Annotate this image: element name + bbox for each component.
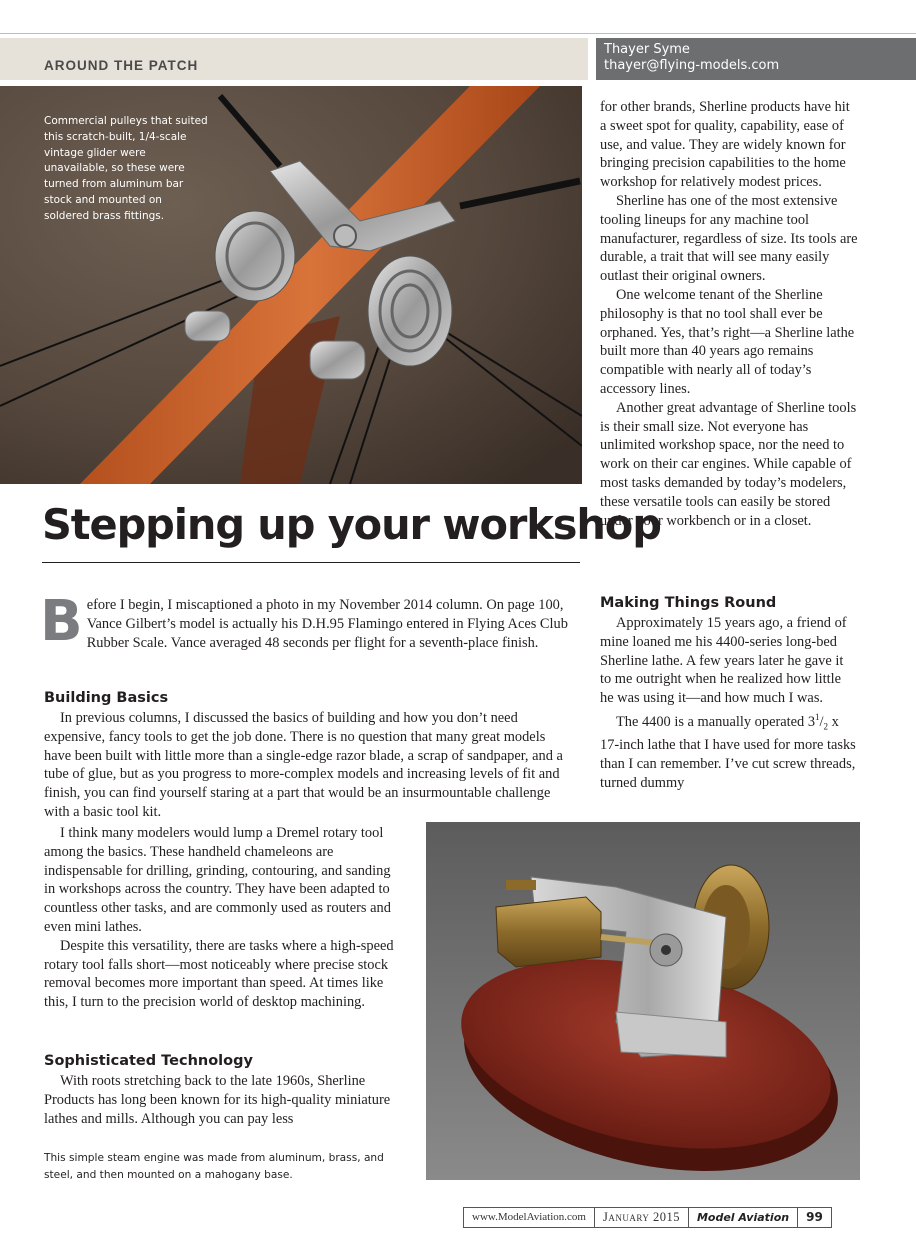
page-number: 99 <box>797 1208 831 1227</box>
author-block <box>596 38 916 80</box>
fraction-numerator: 1 <box>815 711 820 722</box>
intro-text: efore I begin, I miscaptioned a photo in my November 2014 column. On page 100, Vance Gilbert’s model is actually his D.H.95 Flamingo entered in Flying Aces Club Rubber Scale. Vance averaged 48 seconds per flight for a seventh-place finish. <box>86 597 568 651</box>
round-p2: The 4400 is a manually operated $3^1/_2$ x 17-inch lathe that I have used for more tasks than I can remember. I’ve cut screw threads, turned dummy <box>600 711 856 792</box>
intro-paragraph <box>40 589 572 654</box>
right-column-block <box>600 98 858 530</box>
steam-engine-caption: This simple steam engine was made from aluminum, brass, and steel, and then mounted on a mahogany base. <box>44 1152 384 1181</box>
round-p2-num: 3 <box>807 713 816 730</box>
making-things-round-heading: Making Things Round <box>600 595 777 611</box>
author-email[interactable]: thayer@flying-models.com <box>604 58 780 73</box>
col2-p4: Another great advantage of Sherline tools is their small size. Not everyone has unlimited workshop space, nor the need to work on their car engines. While capable of most tasks demanded by today’s modelers, these versatile tools can easily be stored under your workbench or in a closet. <box>600 399 857 529</box>
pulley-photo <box>0 86 582 484</box>
round-p1: Approximately 15 years ago, a friend of mine loaned me his 4400-series long-bed Sherline lathe. A few years later he gave it to me outright when he realized how little he was using it—and how much I was. <box>600 615 847 707</box>
footer-url[interactable]: www.ModelAviation.com <box>472 1211 586 1223</box>
round-p2-end: x 17-inch lathe that I have used for more tasks than I can remember. I’ve cut screw threads, turned dummy <box>600 713 856 792</box>
fraction-denominator: 2 <box>823 721 829 732</box>
footer-magazine: Model Aviation <box>688 1208 797 1227</box>
sophisticated-technology-heading: Sophisticated Technology <box>44 1053 253 1069</box>
building-p1: In previous columns, I discussed the basics of building and how you don’t need expensive, fancy tools to get the job done. There is no question that many great models have been built with little more than a single-edge razor blade, a scrap of sandpaper, and a tube of glue, but as you progress to more-complex models and increasing levels of fit and finish, you can find yourself staring at a part that would be an insurmountable challenge with a basic tool kit. <box>44 710 563 820</box>
drop-cap: B <box>40 589 83 654</box>
intro-block <box>40 589 572 654</box>
author-name: Thayer Syme <box>604 42 690 57</box>
page-footer <box>463 1207 832 1228</box>
col2-p3: One welcome tenant of the Sherline philosophy is that no tool shall ever be orphaned. Yes, that’s right—a Sherline lathe built more than 40 years ago remains compatible with nearly all of today’s accessory lines. <box>600 286 855 397</box>
article-title: Stepping up your workshop <box>42 500 661 549</box>
col2-p1: for other brands, Sherline products have hit a sweet spot for quality, capability, ease of use, and value. They are widely known for bringing precision capabilities to the home workshop for relatively modest prices. <box>600 99 850 191</box>
building-p1-block <box>44 709 566 822</box>
building-basics-heading: Building Basics <box>44 690 169 706</box>
building-p2-block <box>44 824 396 1012</box>
soph-block <box>44 1072 396 1128</box>
round-block <box>600 614 858 793</box>
top-rule <box>0 33 916 34</box>
soph-p1: With roots stretching back to the late 1960s, Sherline Products has long been known for its high-quality miniature lathes and mills. Although you can pay less <box>44 1073 391 1127</box>
title-rule <box>42 562 580 563</box>
building-p3: Despite this versatility, there are tasks where a high-speed rotary tool falls short—most noticeably where precise stock removal becomes more important than speed. At times like this, I turn to the precision world of desktop machining. <box>44 937 394 1011</box>
pulley-photo-caption: Commercial pulleys that suited this scratch-built, 1/4-scale vintage glider were unavailable, so these were turned from aluminum bar stock and mounted on soldered brass fittings. <box>44 115 208 222</box>
building-p2: I think many modelers would lump a Dremel rotary tool among the basics. These handheld chameleons are indispensable for drilling, grinding, contouring, and sanding in workshops across the country. They have been adapted to countless other tasks, and are commonly used as routers and even mini lathes. <box>44 825 391 935</box>
section-title: AROUND THE PATCH <box>44 58 199 73</box>
round-p2-start: The 4400 is a manually operated <box>616 713 805 730</box>
footer-date: January 2015 <box>594 1208 688 1227</box>
section-header <box>0 38 588 80</box>
col2-p2: Sherline has one of the most extensive tooling lineups for any machine tool manufacturer, regardless of size. Its tools are durable, a trait that will see many easily outlast their original owners. <box>600 192 858 285</box>
steam-engine-photo <box>426 822 860 1180</box>
steam-engine-photo-image <box>426 822 860 1180</box>
